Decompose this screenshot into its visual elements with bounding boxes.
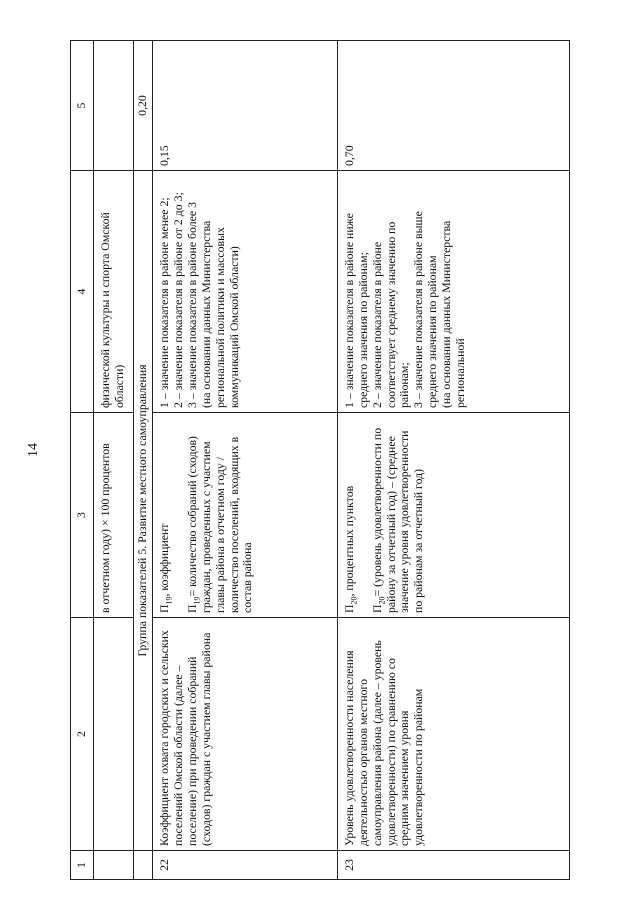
indicator-name: Уровень удовлетворенности населения деятельностью органов местного самоуправления района (далее – уровень удовлетворенности) по сравнению со средним значением уровня удовлетворенности по районам: [337, 618, 569, 851]
header-col-2: 2: [71, 618, 94, 851]
table-row: [153, 41, 338, 880]
indicator-scoring: 1 – значение показателя в районе менее 2; 2 – значение показателя в районе от 2 до 3; 3 – значение показателя в районе более 3 (на основании данных Министерства региональной политики и массовых коммуникаций Омской области): [153, 171, 338, 413]
indicator-name: Коэффициент охвата городских и сельских поселений Омской области (далее – поселение) при проведении собраний (сходов) граждан с участием главы района: [153, 618, 338, 851]
group-cell-1: [134, 851, 153, 880]
indicator-weight: 0,15: [153, 41, 338, 171]
indicator-formula: $П_{20}$, процентных пунктов $П_{20}=$ (уровень удовлетворенности по району за отчетный год) – (среднее значение уровня удовлетворенности по районам за отчетный год): [337, 413, 569, 618]
header-col-1: 1: [71, 851, 94, 880]
indicators-table: [70, 40, 570, 880]
cont-cell-5: [94, 41, 134, 171]
row-number: 22: [153, 851, 338, 880]
cont-cell-3: в отчетном году) × 100 процентов: [94, 413, 134, 618]
indicator-formula: $П_{19}$, коэффициент $П_{19}=$ количество собраний (сходов) граждан, проведенных с участием главы района в отчетном году / количество поселений, входящих в состав района: [153, 413, 338, 618]
header-col-5: 5: [71, 41, 94, 171]
group-row: [134, 41, 153, 880]
page-number: 14: [26, 443, 41, 457]
indicator-scoring: 1 – значение показателя в районе ниже среднего значения по районам; 2 – значение показателя в районе соответствует среднему значению по районам; 3 – значение показателя в районе выше среднего значения по районам (на основании данных Министерства региональной: [337, 171, 569, 413]
row-number: 23: [337, 851, 569, 880]
indicator-weight: 0,70: [337, 41, 569, 171]
cont-cell-4: физической культуры и спорта Омской области): [94, 171, 134, 413]
header-row: [71, 41, 94, 880]
group-weight: 0,20: [134, 41, 153, 171]
group-title: Группа показателей 5. Развитие местного самоуправления: [134, 171, 153, 851]
cont-cell-2: [94, 618, 134, 851]
cont-cell-1: [94, 851, 134, 880]
continuation-row: [94, 41, 134, 880]
header-col-3: 3: [71, 413, 94, 618]
rotated-table-wrapper: [70, 40, 570, 880]
header-col-4: 4: [71, 171, 94, 413]
table-row: [337, 41, 569, 880]
